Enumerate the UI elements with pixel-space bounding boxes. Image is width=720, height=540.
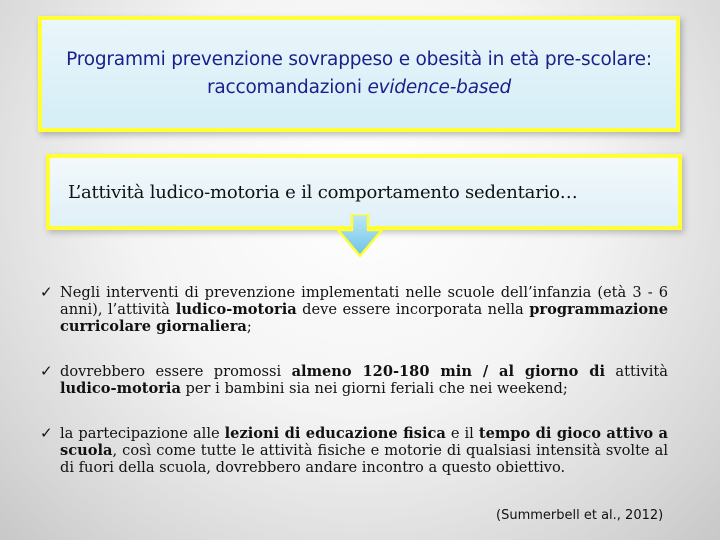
bullet-text-segment: attività — [605, 363, 668, 380]
bullet-text-segment: deve essere incorporata nella — [296, 301, 530, 318]
slide-subtitle: L’attività ludico-motoria e il comportamento sedentario… — [68, 181, 578, 203]
list-item — [40, 425, 668, 476]
bullet-text-bold: ludico-motoria — [60, 380, 181, 397]
list-item — [40, 284, 668, 335]
bullet-text-segment: attività — [117, 301, 170, 318]
checkmark-icon: ✓ — [40, 424, 53, 442]
checkmark-icon: ✓ — [40, 362, 53, 380]
bullet-text-segment: la partecipazione alle — [60, 425, 225, 442]
bullet-text-segment: dovrebbero essere promossi — [60, 363, 292, 380]
title-plain: Programmi prevenzione sovrappeso e obesità in età pre-scolare: raccomandazioni — [66, 49, 652, 98]
list-item — [40, 363, 668, 397]
bullet-text-segment: Negli interventi di prevenzione implementati nelle scuole dell’infanzia (età 3 - 6 anni), l’ — [60, 284, 668, 318]
title-italic: evidence-based — [367, 77, 512, 98]
bullet-text-segment: , così come tutte le attività fisiche e motorie di qualsiasi intensità svolte al di fuori della scuola, dovrebbero andare incontro a questo obiettivo. — [60, 442, 668, 476]
bullet-text — [60, 425, 668, 476]
bullet-text-segment: ; — [246, 318, 252, 335]
bullet-text — [60, 363, 668, 397]
bullet-text-bold: ludico-motoria — [169, 301, 297, 318]
bullet-text-segment: e il — [445, 425, 479, 442]
title-box — [38, 16, 680, 132]
bullet-text-segment: per i bambini sia nei giorni feriali che nei weekend; — [180, 380, 568, 397]
bullet-text-bold: programmazione curricolare giornaliera — [60, 301, 668, 335]
bullet-list — [40, 284, 668, 504]
bullet-text-bold: almeno 120-180 min / al giorno di — [291, 363, 605, 380]
down-arrow-icon — [328, 214, 392, 258]
bullet-text — [60, 284, 668, 335]
bullet-text-bold: tempo di gioco attivo a scuola — [60, 425, 668, 459]
citation: (Summerbell et al., 2012) — [496, 508, 664, 523]
slide-title — [42, 46, 676, 102]
checkmark-icon: ✓ — [40, 283, 53, 301]
bullet-text-bold: lezioni di educazione fisica — [224, 425, 446, 442]
